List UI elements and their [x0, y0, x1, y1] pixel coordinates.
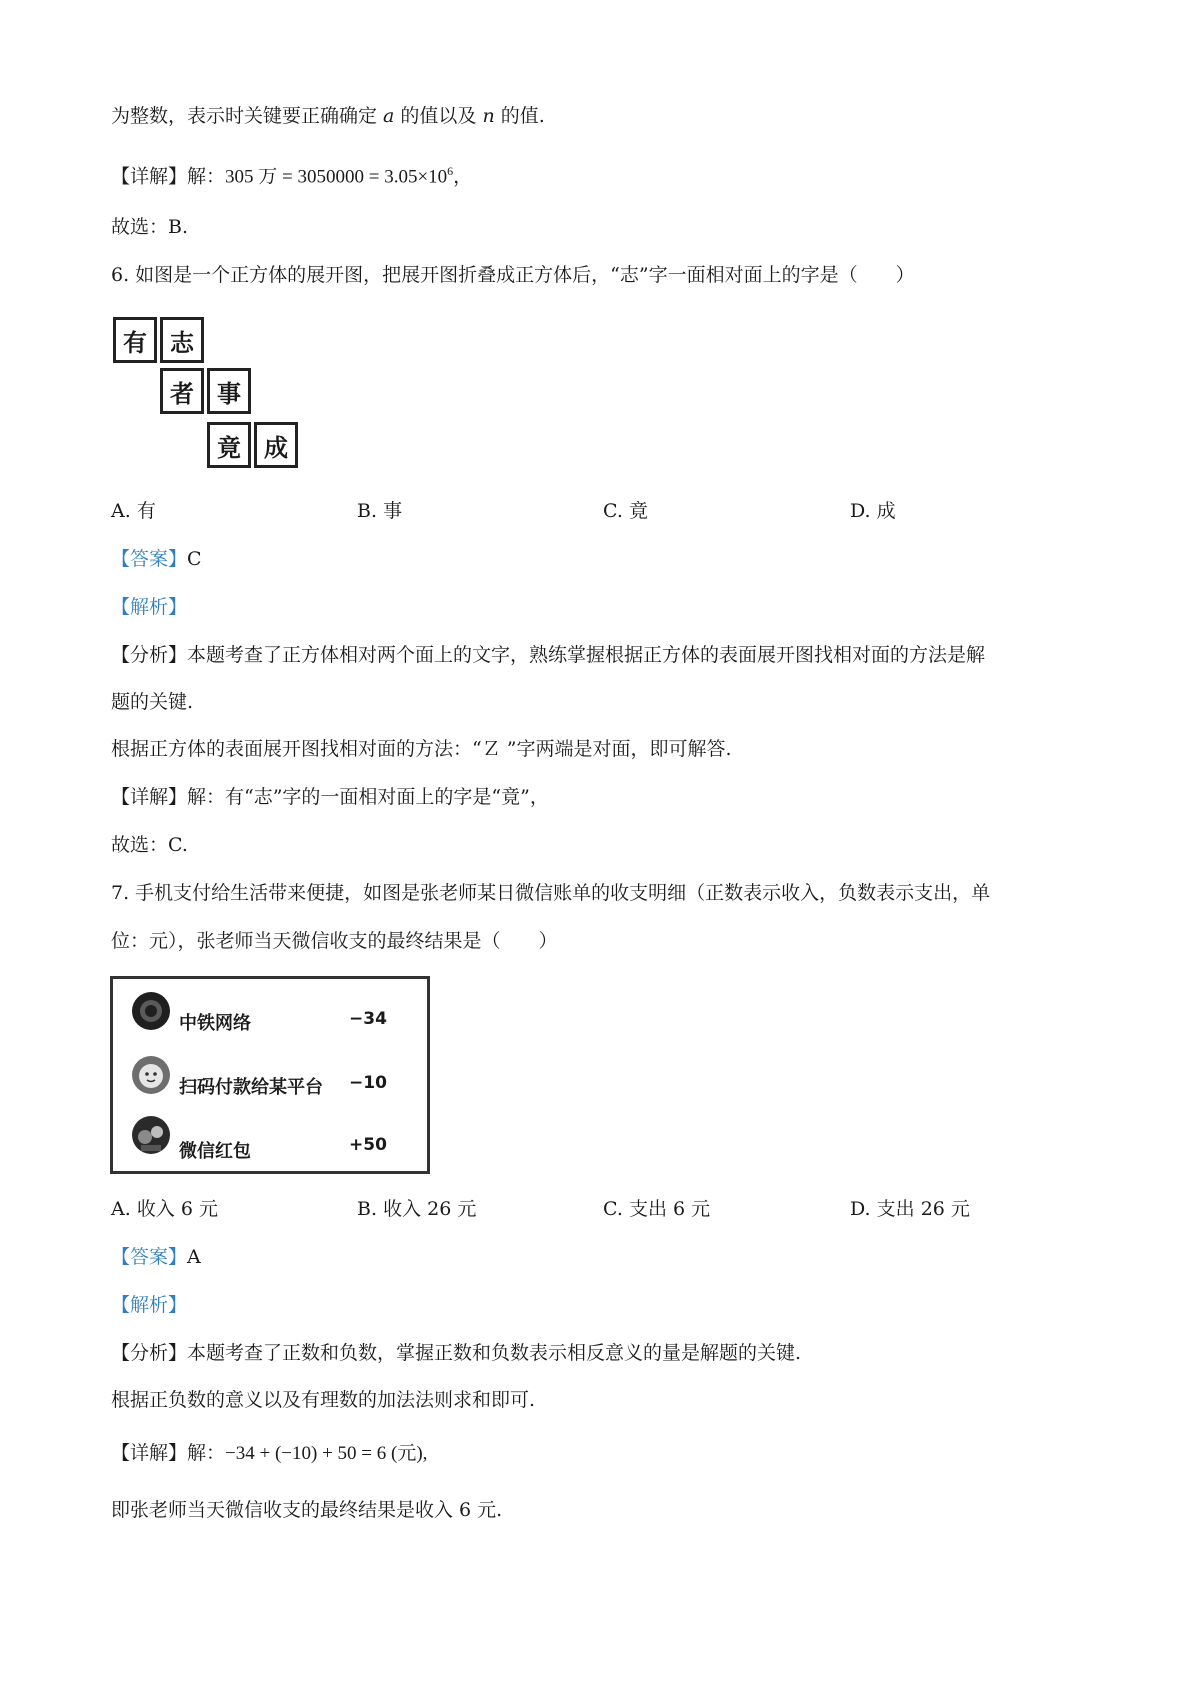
answer-value: A: [187, 1246, 201, 1268]
option-text: 事: [383, 500, 403, 522]
q6-choice: 故选：C.: [111, 834, 188, 856]
option-letter: D.: [850, 1198, 871, 1220]
red-packet-avatar-icon: [131, 1115, 171, 1155]
q5-explanation-line: [111, 103, 545, 129]
wechat-bill-figure: [110, 976, 430, 1174]
option-text: 支出 26 元: [876, 1198, 970, 1220]
bill-item-amount: −34: [349, 1009, 387, 1029]
net-cell-shi: 事: [207, 368, 251, 414]
option-letter: A.: [111, 500, 131, 522]
q6-fenxi-line1: 【分析】本题考查了正方体相对两个面上的文字，熟练掌握根据正方体的表面展开图找相对面的方法是解: [111, 644, 986, 666]
option-text: 有: [136, 500, 156, 522]
net-cell-jing: 竟: [207, 422, 251, 468]
q7-option-d: [850, 1196, 970, 1222]
q7-stem-line1: 7. 手机支付给生活带来便捷，如图是张老师某日微信账单的收支明细（正数表示收入，负数表示支出，单: [111, 882, 991, 904]
bill-item-name: 微信红包: [179, 1141, 251, 1162]
q7-stem-line2: 位：元），张老师当天微信收支的最终结果是（ ）: [111, 930, 558, 952]
platform-avatar-icon: [131, 1055, 171, 1095]
option-text: 成: [876, 500, 896, 522]
text-segment: 的值.: [494, 105, 545, 127]
q6-analysis-label: 【解析】: [111, 596, 188, 618]
q6-fenxi-line2: 题的关键.: [111, 691, 194, 713]
option-text: 竟: [628, 500, 648, 522]
option-letter: B.: [357, 500, 378, 522]
option-letter: D.: [850, 500, 871, 522]
bill-item-amount: +50: [349, 1135, 387, 1155]
q6-method: 根据正方体的表面展开图找相对面的方法：“Ｚ ”字两端是对面，即可解答.: [111, 738, 732, 760]
answer-label: 【答案】: [111, 548, 188, 570]
text-segment: 的值以及: [394, 105, 483, 127]
q7-fenxi: 【分析】本题考查了正数和负数，掌握正数和负数表示相反意义的量是解题的关键.: [111, 1342, 802, 1364]
bill-item-name: 扫码付款给某平台: [179, 1077, 323, 1098]
q7-method: 根据正负数的意义以及有理数的加法法则求和即可.: [111, 1389, 536, 1411]
q6-detail: 【详解】解：有“志”字的一面相对面上的字是“竟”，: [111, 786, 549, 808]
net-cell-you: 有: [113, 317, 157, 363]
q7-answer: [111, 1244, 201, 1270]
net-cell-cheng: 成: [254, 422, 298, 468]
q5-choice: 故选：B.: [111, 216, 189, 238]
answer-label: 【答案】: [111, 1246, 188, 1268]
q6-stem: 6. 如图是一个正方体的展开图，把展开图折叠成正方体后，“志”字一面相对面上的字是（ ）: [111, 264, 915, 286]
q5-detail-line: [111, 158, 472, 190]
option-letter: A.: [111, 1198, 131, 1220]
q7-option-c: [603, 1196, 710, 1222]
q7-analysis-label: 【解析】: [111, 1294, 188, 1316]
detail-expression: 305 万 = 3050000 = 3.05×10: [225, 166, 448, 188]
q7-detail: [111, 1440, 427, 1467]
q7-option-a: [111, 1196, 218, 1222]
detail-label: 【详解】解：: [111, 1442, 226, 1464]
option-letter: C.: [603, 500, 623, 522]
bill-row: [113, 1051, 427, 1101]
exponent: 6: [447, 164, 454, 178]
q6-option-a: [111, 498, 156, 524]
option-letter: C.: [603, 1198, 623, 1220]
bill-row: [113, 1115, 427, 1165]
q7-conclusion: 即张老师当天微信收支的最终结果是收入 6 元.: [111, 1499, 503, 1521]
text-segment: ，: [453, 165, 473, 188]
q6-answer: [111, 546, 202, 572]
option-text: 收入 6 元: [136, 1198, 218, 1220]
bill-item-amount: −10: [349, 1073, 387, 1093]
option-letter: B.: [357, 1198, 378, 1220]
option-text: 支出 6 元: [628, 1198, 711, 1220]
variable-a: a: [383, 105, 395, 127]
net-cell-zhe: 者: [160, 368, 204, 414]
net-cell-zhi: 志: [160, 317, 204, 363]
detail-label: 【详解】解：: [111, 165, 226, 188]
answer-value: C: [187, 548, 202, 570]
q6-option-b: [357, 498, 402, 524]
text-segment: 为整数，表示时关键要正确确定: [111, 105, 384, 127]
option-text: 收入 26 元: [383, 1198, 477, 1220]
detail-expression: −34 + (−10) + 50 = 6 (元),: [225, 1443, 428, 1464]
q6-option-c: [603, 498, 648, 524]
bill-item-name: 中铁网络: [179, 1013, 251, 1034]
q6-option-d: [850, 498, 896, 524]
variable-n: n: [482, 105, 495, 127]
railway-logo-icon: [131, 991, 171, 1031]
bill-row: [113, 987, 427, 1037]
q7-option-b: [357, 1196, 476, 1222]
